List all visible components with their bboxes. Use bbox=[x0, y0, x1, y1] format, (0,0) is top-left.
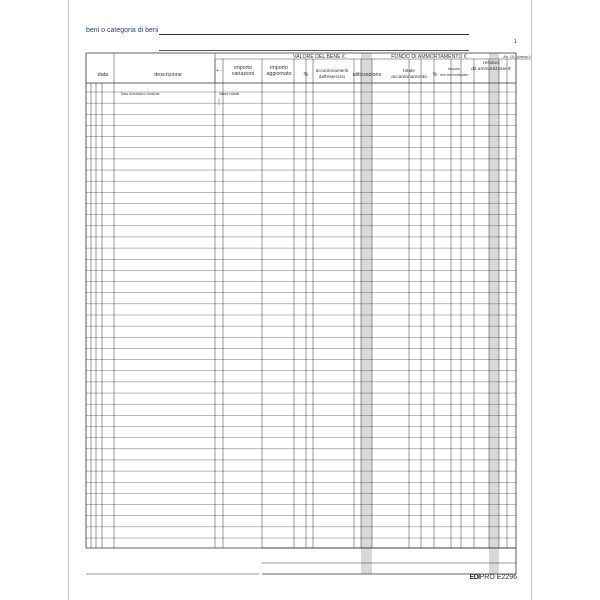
first-row-descr-note: Data di entrata in funzione bbox=[121, 92, 160, 96]
importo-variazioni-text: importo bbox=[234, 65, 252, 71]
header-group-art: Art. 15, comma 4 bbox=[503, 55, 531, 59]
header-plus-minus: + - bbox=[216, 68, 222, 74]
pct1-column-shade bbox=[361, 53, 372, 574]
header-utilizzazione: utilizzazione bbox=[352, 72, 382, 78]
importo-ammortamenti-text: importo bbox=[448, 67, 460, 71]
brand-sub: PRO bbox=[479, 574, 495, 581]
pct2-column-shade bbox=[489, 53, 499, 574]
header-importo-aggiornato bbox=[266, 65, 291, 77]
totale-accantonamento-text: totale bbox=[403, 69, 415, 74]
header-label-line2: dell'esercizio bbox=[318, 74, 346, 79]
residuo-text: residuo bbox=[483, 61, 499, 66]
accantonamenti-text: accantonamenti bbox=[315, 68, 349, 73]
header-importo-ammortamenti bbox=[440, 67, 469, 77]
header-label-line2: variazioni bbox=[231, 71, 255, 77]
form-sheet bbox=[68, 0, 532, 600]
header-accantonamenti bbox=[316, 68, 348, 79]
footer-brand bbox=[469, 574, 517, 581]
importo-aggiornato-text: importo bbox=[270, 65, 288, 71]
header-pct2: % bbox=[432, 72, 438, 78]
form-code: E2296 bbox=[496, 574, 517, 581]
column-headers bbox=[98, 60, 512, 80]
page-number: 1 bbox=[513, 39, 517, 45]
header-importo-variazioni bbox=[232, 65, 254, 77]
header-label-line2: accantonamento bbox=[391, 75, 427, 80]
header-label-line2: aggiornato bbox=[266, 71, 292, 77]
header-group-fund: FONDO DI AMMORTAMENTO € bbox=[391, 54, 467, 60]
header-label-line2: non ammortizzato bbox=[439, 73, 469, 77]
ledger-table bbox=[69, 0, 531, 600]
header-descrizione: descrizione bbox=[154, 72, 182, 78]
table-grid bbox=[86, 53, 516, 574]
category-label: beni o categoria di beni bbox=[86, 27, 159, 34]
header-label-line2: da ammortizzare € bbox=[471, 67, 511, 72]
header-group-row bbox=[215, 54, 531, 60]
header-data: data bbox=[97, 72, 109, 78]
header-group-values: VALORE DEL BENE € bbox=[293, 54, 345, 60]
header-pct1: % bbox=[303, 72, 309, 78]
brand-main: EDI bbox=[469, 574, 480, 581]
first-row-value-note: Valore iniziale bbox=[219, 92, 240, 96]
